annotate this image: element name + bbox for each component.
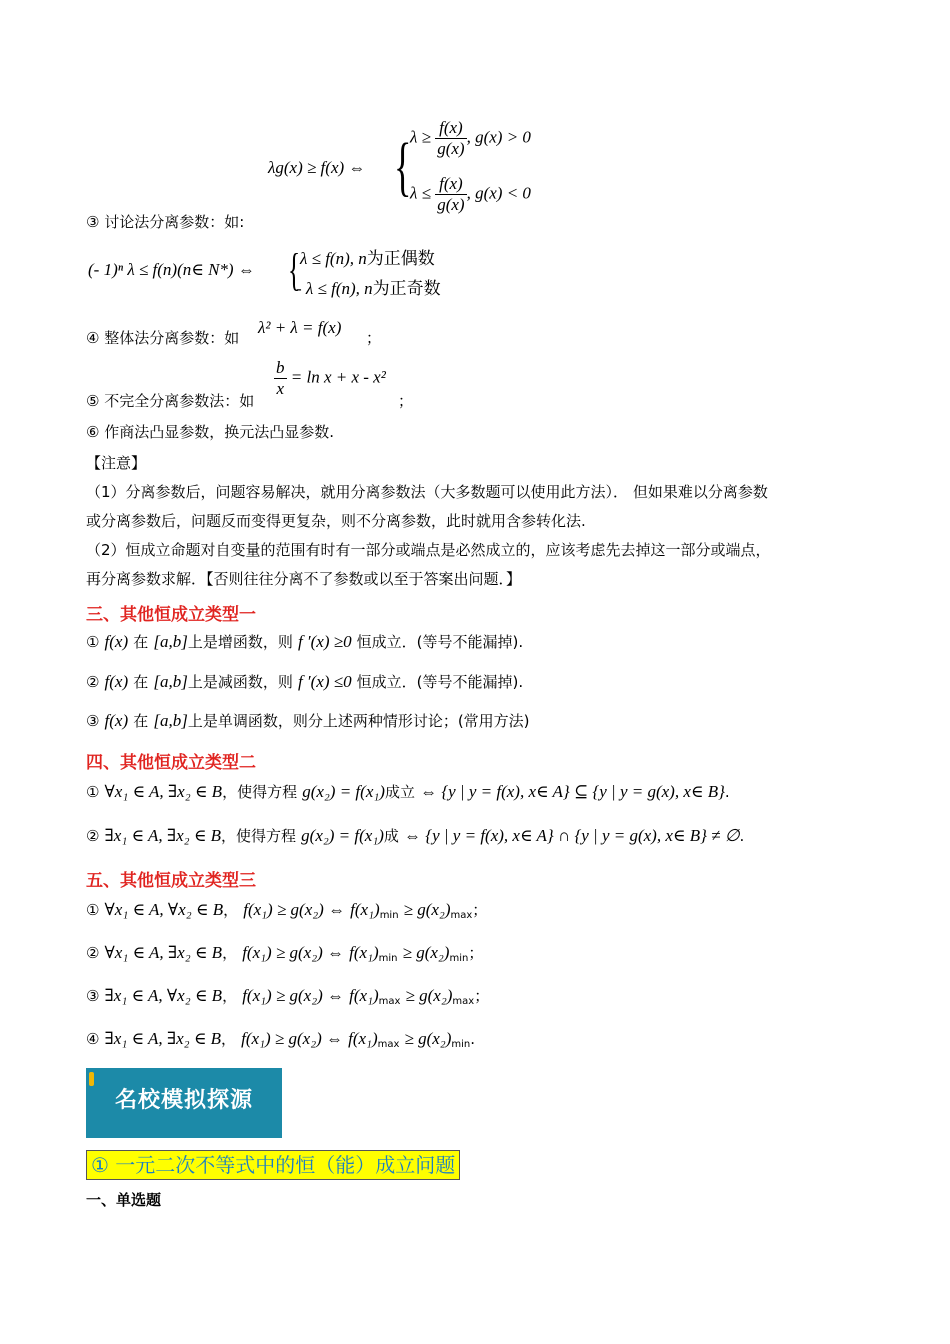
item-3-label: ③ 讨论法分离参数：如: [86,213,245,231]
section-3-heading: 三、其他恒成立类型一 [86,605,256,625]
section-3-row-1: ① f(x) 在 [a,b]上是增函数，则 f ′(x) ≥0 恒成立．(等号不能漏掉). [86,632,524,651]
item-3-case-2: - λ ≤ f(n), n为正奇数 [296,279,441,299]
item-3-formula-lhs: (- 1)ⁿ λ ≤ f(n)(n∈ N*) ⇔ [88,260,255,279]
item-4-formula: λ² + λ = f(x) [258,318,342,337]
section-4-heading: 四、其他恒成立类型二 [86,753,256,773]
item-6-text: ⑥ 作商法凸显参数，换元法凸显参数. [86,423,334,441]
section-3-row-3: ③ f(x) 在 [a,b]上是单调函数，则分上述两种情形讨论；(常用方法) [86,711,530,730]
lambda-formula-lhs: λg(x) ≥ f(x) ⇔ [268,158,366,177]
school-badge [86,1068,282,1138]
lambda-case-1: λ ≥ $\frac{f(x)}{g(x)}$ , g(x) > 0 [410,118,531,158]
badge-accent-bar [89,1072,94,1086]
item-5-label: ⑤ 不完全分离参数法：如 [86,392,255,410]
section-3-row-2: ② f(x) 在 [a,b]上是减函数，则 f ′(x) ≤0 恒成立．(等号不能漏掉). [86,672,524,691]
lambda-case-2: λ ≤ $\frac{f(x)}{g(x)}$ , g(x) < 0 [410,174,531,214]
note-p2-line1: （2）恒成立命题对自变量的范围有时有一部分或端点是必然成立的，应该考虑先去掉这一部分或端点， [86,541,771,559]
item-4-tail: ； [366,329,382,347]
badge-title: 名校模拟探源 [114,1088,253,1113]
section-5-row-2: ② ∀x₁ ∈ A, ∃x₂ ∈ B， f(x₁) ≥ g(x₂) ⇔ $f(x_1)_{min} \ge g(x_2)_{min}$； [86,943,484,964]
section-5-heading: 五、其他恒成立类型三 [86,871,256,891]
item-5-formula: $\frac{b}{x}$ = ln x + x - x² [276,358,386,398]
note-p2-line2: 再分离参数求解．【否则往往分离不了参数或以至于答案出问题．】 [86,570,522,588]
item-5-tail: ； [398,392,414,410]
item-4-label: ④ 整体法分离参数：如 [86,329,240,347]
sub-heading: 一、单选题 [86,1191,162,1209]
note-p1-line1: （1）分离参数后，问题容易解决，就用分离参数法（大多数题可以使用此方法）． 但如果难以分离参数 [86,483,768,501]
note-title: 【注意】 [86,454,147,472]
left-brace: { [394,130,412,203]
section-5-row-1: ① ∀x₁ ∈ A, ∀x₂ ∈ B， f(x₁) ≥ g(x₂) ⇔ $f(x_1)_{min} \ge g(x_2)_{max}$； [86,900,488,921]
section-4-row-2: ② ∃x₁ ∈ A, ∃x₂ ∈ B，使得方程 g(x₂) = f(x₁)成 ⇔ {y | y = f(x), x∈ A} ∩ {y | y = g(x), x∈ B} ≠ ∅. [86,826,745,845]
section-5-row-4: ④ ∃x₁ ∈ A, ∃x₂ ∈ B， f(x₁) ≥ g(x₂) ⇔ $f(x_1)_{max} \ge g(x_2)_{min}$. [86,1029,476,1050]
item-3-case-1: λ ≤ f(n), n为正偶数 [300,249,435,269]
left-brace-2: { [288,244,301,295]
topic-title: ① 一元二次不等式中的恒（能）成立问题 [86,1150,460,1180]
note-p1-line2: 或分离参数后，问题反而变得更复杂，则不分离参数，此时就用含参转化法. [86,512,586,530]
section-5-row-3: ③ ∃x₁ ∈ A, ∀x₂ ∈ B， f(x₁) ≥ g(x₂) ⇔ $f(x_1)_{max} \ge g(x_2)_{max}$； [86,986,490,1007]
section-4-row-1: ① ∀x₁ ∈ A, ∃x₂ ∈ B，使得方程 g(x₂) = f(x₁)成立 ⇔ {y | y = f(x), x∈ A} ⊆ {y | y = g(x), x∈ B}. [86,782,730,801]
